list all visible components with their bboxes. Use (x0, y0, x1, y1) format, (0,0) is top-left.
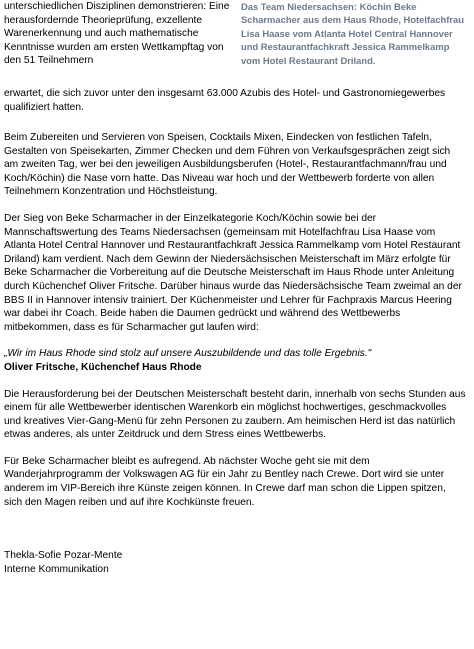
document-page (4, 0, 466, 576)
paragraph-4: Für Beke Scharmacher bleibt es aufregend. Ab nächster Woche geht sie mit dem Wanderjahrprogramm der Volkswagen AG für ein Jahr zu Bentley nach Crewe. Dort wird sie unter anderem im VIP-Bereich ihre Künste zeigen können. In Crewe darf man schon die Lippen spitzen, sich den Magen reiben und auf ihre Kochkünste freuen. (4, 455, 446, 508)
paragraph-3: Die Herausforderung bei der Deutschen Meisterschaft besteht darin, innerhalb von sechs Stunden aus einem für alle Wettbewerber identischen Warenkorb ein möglichst hochwertiges, geschmackvolles und kreatives Vier-Gang-Menü für zehn Personen zu zaubern. Am heimischen Herd ist das natürlich etwas anderes, als unter Zeitdruck und dem Stress eines Wettbewerbs. (4, 388, 466, 441)
signature-name: Thekla-Sofie Pozar-Mente (4, 550, 123, 562)
intro-text: unterschiedlichen Disziplinen demonstrieren: Eine herausfordernde Theorieprüfung, exzellente Warenerkennung und auch mathematische Kenntnisse wurden am ersten Wettkampftag von den 51 Teilnehmern (4, 1, 230, 67)
quote-text: „Wir im Haus Rhode sind stolz auf unsere Auszubildende und das tolle Ergebnis." (4, 348, 372, 360)
paragraph-1: Beim Zubereiten und Servieren von Speisen, Cocktails Mixen, Eindecken von festlichen Tafeln, Gestalten von Speisekarten, Zimmer Checken und dem Führen von Verkaufsgesprächen zeigt sich am zweiten Tag, wer bei den jeweiligen Ausbildungsberufen (Hotel-, Restaurantfachmann/frau und Koch/Köchin) die Nase vorn hatte. Das Niveau war hoch und der Wettbewerb forderte von allen Teilnehmern Konzentration und Höchstleistung. (4, 132, 451, 198)
intro-section (4, 0, 466, 118)
signature-block (4, 549, 466, 576)
paragraph-2: Der Sieg von Beke Scharmacher in der Einzelkategorie Koch/Köchin sowie bei der Mannschaftswertung des Teams Niedersachsen (gemeinsam mit Hotelfachfrau Lisa Haase vom Atlanta Hotel Central Hannover und Restaurantfachkraft Jessica Rammelkamp vom Hotel Restaurant Driland) kam verdient. Nach dem Gewinn der Niedersächsischen Meisterschaft im März erfolgte für Beke Scharmacher die Vorbereitung auf die Deutsche Meisterschaft im Haus Rhode unter Anleitung durch Küchenchef Oliver Fritsche. Darüber hinaus wurde das Niedersächsische Team zweimal an der BBS II in Hannover intensiv trainiert. Der Küchenmeister und Lehrer für Fachpraxis Marcus Heering war dabei ihr Coach. Beide haben die Daumen gedrückt und während des Wettbewerbs mitbekommen, dass es für Scharmacher gut laufen wird: (4, 212, 462, 333)
intro-continuation: erwartet, die sich zuvor unter den insgesamt 63.000 Azubis des Hotel- und Gastronomiegewerbes qualifiziert hatten. (4, 88, 446, 113)
signature-department: Interne Kommunikation (4, 563, 109, 575)
quote-author: Oliver Fritsche, Küchenchef Haus Rhode (4, 361, 202, 373)
image-caption: Das Team Niedersachsen: Köchin Beke Scharmacher aus dem Haus Rhode, Hotelfachfrau Lisa Haase vom Atlanta Hotel Central Hannover und Restaurantfachkraft Jessica Rammelkamp vom Hotel Restaurant Driland. (241, 1, 464, 66)
